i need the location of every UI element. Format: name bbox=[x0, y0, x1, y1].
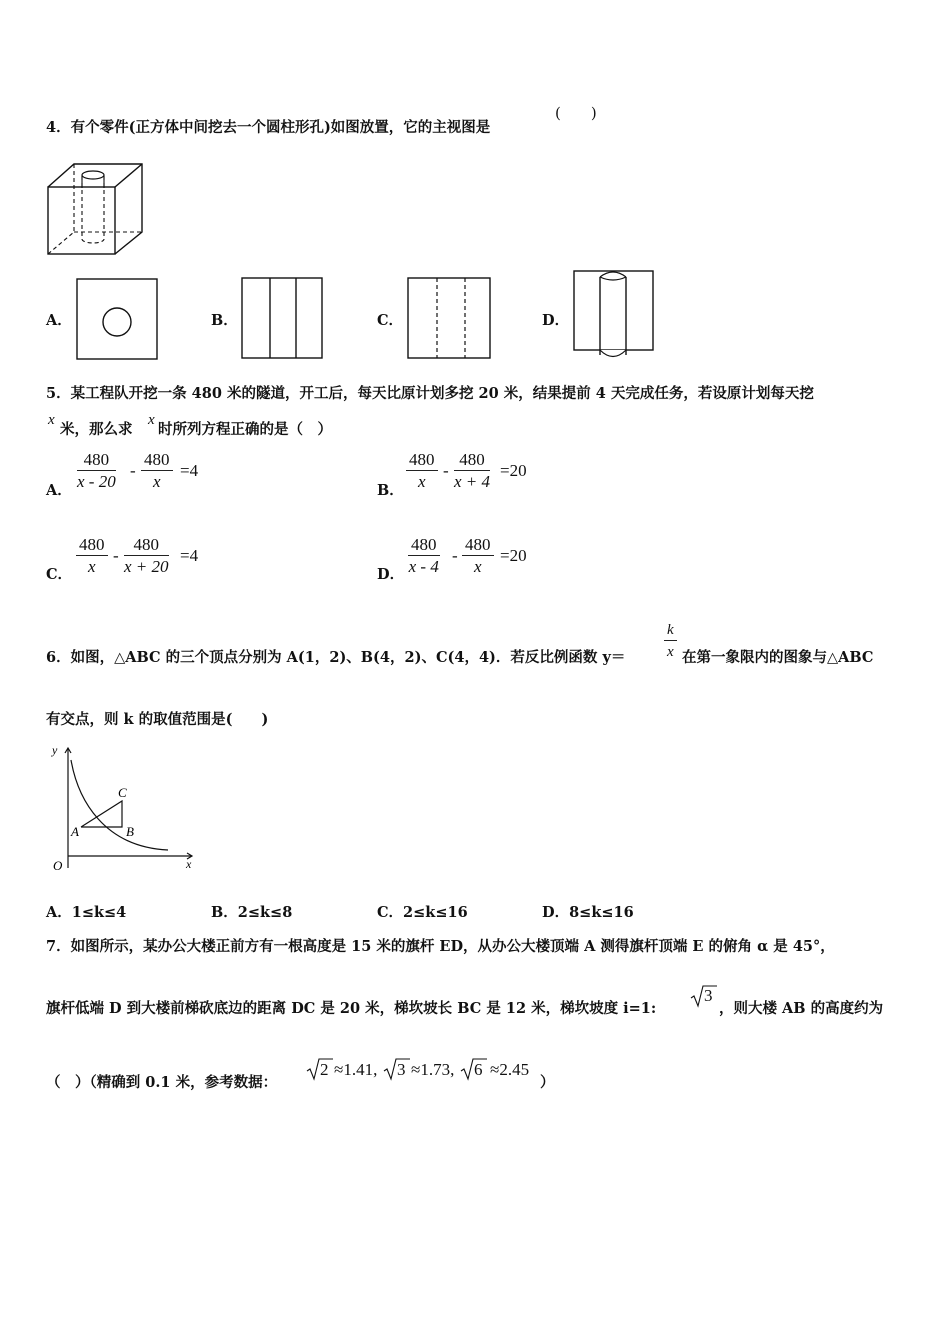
q6-option-b: B．2≤k≤8 bbox=[211, 904, 293, 921]
q5-a-rhs: =4 bbox=[180, 461, 199, 480]
q5-b-frac1: $\frac{480}{x}$ bbox=[406, 450, 438, 493]
q7-ref-sqrt6: 6 bbox=[474, 1060, 483, 1079]
q6-label-c: C bbox=[118, 785, 127, 800]
q7-line3b: ） bbox=[540, 1074, 555, 1091]
q5-option-b-label: B． bbox=[377, 482, 404, 499]
q4-option-c-label: C． bbox=[377, 312, 404, 329]
q5-line2a: 米，那么求 bbox=[60, 421, 133, 438]
q7-ref-approx-2: ≈1.73, bbox=[411, 1060, 455, 1079]
q7-line1: 7．如图所示，某办公大楼正前方有一根高度是 15 米的旗杆 ED，从办公大楼顶端 A 测得旗杆顶端 E 的俯角 α 是 45°， bbox=[46, 938, 835, 955]
q5-d-op: - bbox=[452, 546, 458, 565]
q5-c-frac1: $\frac{480}{x}$ bbox=[76, 535, 108, 578]
q5-c-rhs: =4 bbox=[180, 546, 199, 565]
q6-k-over-x: $\frac{k}{x}$ bbox=[664, 620, 677, 663]
q5-var-x-2: x bbox=[148, 412, 155, 428]
q5-option-c-label: C． bbox=[46, 566, 73, 583]
q4-text: 4．有个零件(正方体中间挖去一个圆柱形孔)如图放置，它的主视图是 bbox=[46, 119, 491, 136]
q5-b-frac2: $\frac{480}{x + 4}$ bbox=[454, 450, 491, 491]
q6-line1b: 在第一象限内的图象与△ABC bbox=[682, 649, 874, 666]
q7-sqrt3-value: 3 bbox=[704, 986, 713, 1005]
q5-option-d-label: D． bbox=[377, 566, 405, 583]
q4-option-a-figure bbox=[76, 278, 158, 360]
q4-option-d-label: D． bbox=[542, 312, 570, 329]
q4-option-d-figure bbox=[573, 269, 655, 359]
q4-option-b-label: B． bbox=[211, 312, 238, 329]
q5-d-frac1: $\frac{480}{x - 4}$ bbox=[408, 535, 439, 576]
q5-option-a-label: A． bbox=[46, 482, 72, 499]
q7-ref-approx-3: ≈2.45 bbox=[490, 1060, 530, 1079]
q7-ref-approx-1: ≈1.41, bbox=[334, 1060, 378, 1079]
q5-c-op: - bbox=[113, 546, 119, 565]
q5-line2b: 时所列方程正确的是（ ） bbox=[158, 421, 332, 438]
q6-label-a: A bbox=[71, 824, 79, 839]
q7-ref-sqrt3: 3 bbox=[397, 1060, 406, 1079]
q7-line2b: ，则大楼 AB 的高度约为 bbox=[719, 1000, 884, 1017]
q6-label-x: x bbox=[186, 857, 192, 871]
q5-a-frac2: $\frac{480}{x}$ bbox=[141, 450, 173, 493]
q5-d-rhs: =20 bbox=[500, 546, 527, 565]
q6-line2: 有交点，则 k 的取值范围是( ) bbox=[46, 711, 269, 728]
q6-line1a: 6．如图，△ABC 的三个顶点分别为 A(1，2)、B(4，2)、C(4，4)．若反比例函数 y＝ bbox=[46, 649, 626, 666]
q6-option-c: C．2≤k≤16 bbox=[377, 904, 468, 921]
q5-d-frac2: $\frac{480}{x}$ bbox=[462, 535, 494, 578]
q4-option-a-label: A． bbox=[46, 312, 72, 329]
q6-graph bbox=[44, 740, 196, 872]
q5-b-op: - bbox=[443, 461, 449, 480]
q6-option-a: A．1≤k≤4 bbox=[46, 904, 127, 921]
q4-cube-figure bbox=[46, 160, 146, 256]
q7-ref-sqrt2: 2 bbox=[320, 1060, 329, 1079]
q5-a-op: - bbox=[130, 461, 136, 480]
q6-label-o: O bbox=[53, 858, 63, 873]
q5-line1: 5．某工程队开挖一条 480 米的隧道，开工后，每天比原计划多挖 20 米，结果提前 4 天完成任务，若设原计划每天挖 bbox=[46, 385, 814, 402]
q4-option-b-figure bbox=[241, 277, 323, 359]
q5-var-x-1: x bbox=[48, 412, 55, 428]
q7-line2a: 旗杆低端 D 到大楼前梯砍底边的距离 DC 是 20 米，梯坎坡长 BC 是 12 米，梯坎坡度 i=1: bbox=[46, 1000, 657, 1017]
q6-option-d: D．8≤k≤16 bbox=[542, 904, 634, 921]
q6-label-y: y bbox=[52, 743, 58, 757]
q4-option-c-figure bbox=[407, 277, 491, 359]
q5-a-frac1: $\frac{480}{x - 20}$ bbox=[77, 450, 116, 491]
q5-b-rhs: =20 bbox=[500, 461, 527, 480]
q4-answer-paren: ( ) bbox=[555, 104, 597, 122]
q5-c-frac2: $\frac{480}{x + 20}$ bbox=[124, 535, 169, 576]
q6-hyperbola-curve bbox=[71, 760, 168, 850]
q6-label-b: B bbox=[126, 824, 134, 839]
q7-line3a: （ ）（精确到 0.1 米，参考数据： bbox=[46, 1074, 278, 1091]
